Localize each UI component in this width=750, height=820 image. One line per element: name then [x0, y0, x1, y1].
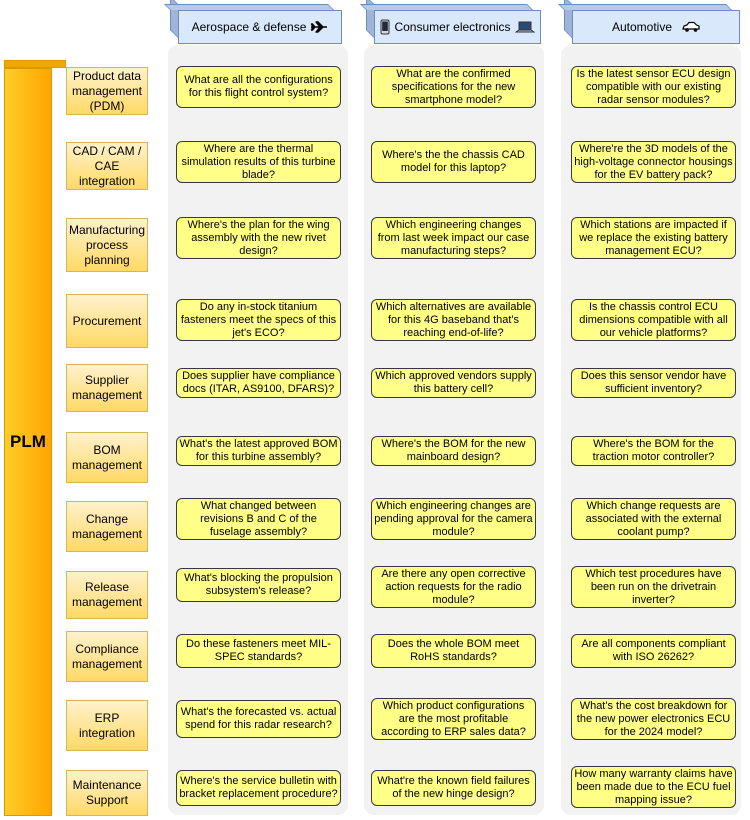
row-label-release: Release management — [66, 571, 148, 619]
question-card: What are all the configurations for this flight control system? — [176, 66, 341, 108]
question-card: Which change requests are associated with the external coolant pump? — [571, 498, 736, 540]
column-header-consumer-electronics — [366, 4, 541, 44]
row-label-change: Change management — [66, 501, 148, 552]
column-header-label: Automotive — [611, 20, 673, 34]
row-label-supplier: Supplier management — [66, 364, 148, 412]
question-card: Do these fasteners meet MIL-SPEC standards? — [176, 634, 341, 668]
question-card: Where're the 3D models of the high-voltage connector housings for the EV battery pack? — [571, 141, 736, 183]
row-label-erp: ERP integration — [66, 700, 148, 751]
question-card: Does supplier have compliance docs (ITAR, AS9100, DFARS)? — [176, 368, 341, 398]
question-card: Does this sensor vendor have sufficient inventory? — [571, 368, 736, 398]
question-card: What's blocking the propulsion subsystem's release? — [176, 568, 341, 602]
question-card: What's the cost breakdown for the new power electronics ECU for the 2024 model? — [571, 698, 736, 740]
question-card: What're the known field failures of the new hinge design? — [371, 770, 536, 806]
row-label-pdm: Product data management (PDM) — [66, 67, 148, 115]
column-header-aerospace — [170, 4, 342, 44]
airplane-icon — [310, 21, 328, 33]
question-card: Where's the plan for the wing assembly with the new rivet design? — [176, 217, 341, 259]
question-card: What's the latest approved BOM for this turbine assembly? — [176, 436, 341, 466]
question-card: What changed between revisions B and C of the fuselage assembly? — [176, 498, 341, 540]
question-card: Are there any open corrective action requests for the radio module? — [371, 566, 536, 608]
column-header-label: Aerospace & defense — [191, 20, 307, 34]
question-card: Where's the the chassis CAD model for this laptop? — [371, 141, 536, 183]
question-card: Which test procedures have been run on the drivetrain inverter? — [571, 566, 736, 608]
car-icon — [682, 21, 700, 33]
question-card: Where's the BOM for the traction motor controller? — [571, 436, 736, 466]
plm-label: PLM — [10, 432, 46, 451]
question-card: Which engineering changes from last week impact our case manufacturing steps? — [371, 217, 536, 259]
question-card: Is the latest sensor ECU design compatible with our existing radar sensor modules? — [571, 66, 736, 108]
question-card: Are all components compliant with ISO 26262? — [571, 634, 736, 668]
question-card: How many warranty claims have been made due to the ECU fuel mapping issue? — [571, 766, 736, 808]
question-card: Which alternatives are available for this 4G baseband that's reaching end-of-life? — [371, 299, 536, 341]
question-card: What are the confirmed specifications for the new smartphone model? — [371, 66, 536, 108]
question-card: Where are the thermal simulation results of this turbine blade? — [176, 141, 341, 183]
plm-bar — [4, 60, 66, 816]
column-header-label: Consumer electronics — [394, 20, 511, 34]
row-label-procurement: Procurement — [66, 294, 148, 348]
question-card: Which approved vendors supply this battery cell? — [371, 368, 536, 398]
row-label-compliance: Compliance management — [66, 631, 148, 682]
question-card: Where's the BOM for the new mainboard design? — [371, 436, 536, 466]
laptop-icon — [515, 20, 535, 34]
row-label-maintenance: Maintenance Support — [66, 770, 148, 816]
phone-icon — [380, 19, 390, 35]
question-card: Which product configurations are the most profitable according to ERP sales data? — [371, 698, 536, 740]
question-card: Is the chassis control ECU dimensions compatible with all our vehicle platforms? — [571, 299, 736, 341]
question-card: Which stations are impacted if we replace the existing battery management ECU? — [571, 217, 736, 259]
row-label-manufacturing: Manufacturing process planning — [66, 218, 148, 272]
row-label-cad-cam-cae: CAD / CAM / CAE integration — [66, 142, 148, 190]
question-card: Which engineering changes are pending approval for the camera module? — [371, 498, 536, 540]
question-card: Where's the service bulletin with bracket replacement procedure? — [176, 770, 341, 806]
question-card: What's the forecasted vs. actual spend for this radar research? — [176, 700, 341, 738]
column-header-automotive — [564, 4, 740, 44]
question-card: Do any in-stock titanium fasteners meet the specs of this jet's ECO? — [176, 299, 341, 341]
row-label-bom: BOM management — [66, 432, 148, 483]
question-card: Does the whole BOM meet RoHS standards? — [371, 634, 536, 668]
